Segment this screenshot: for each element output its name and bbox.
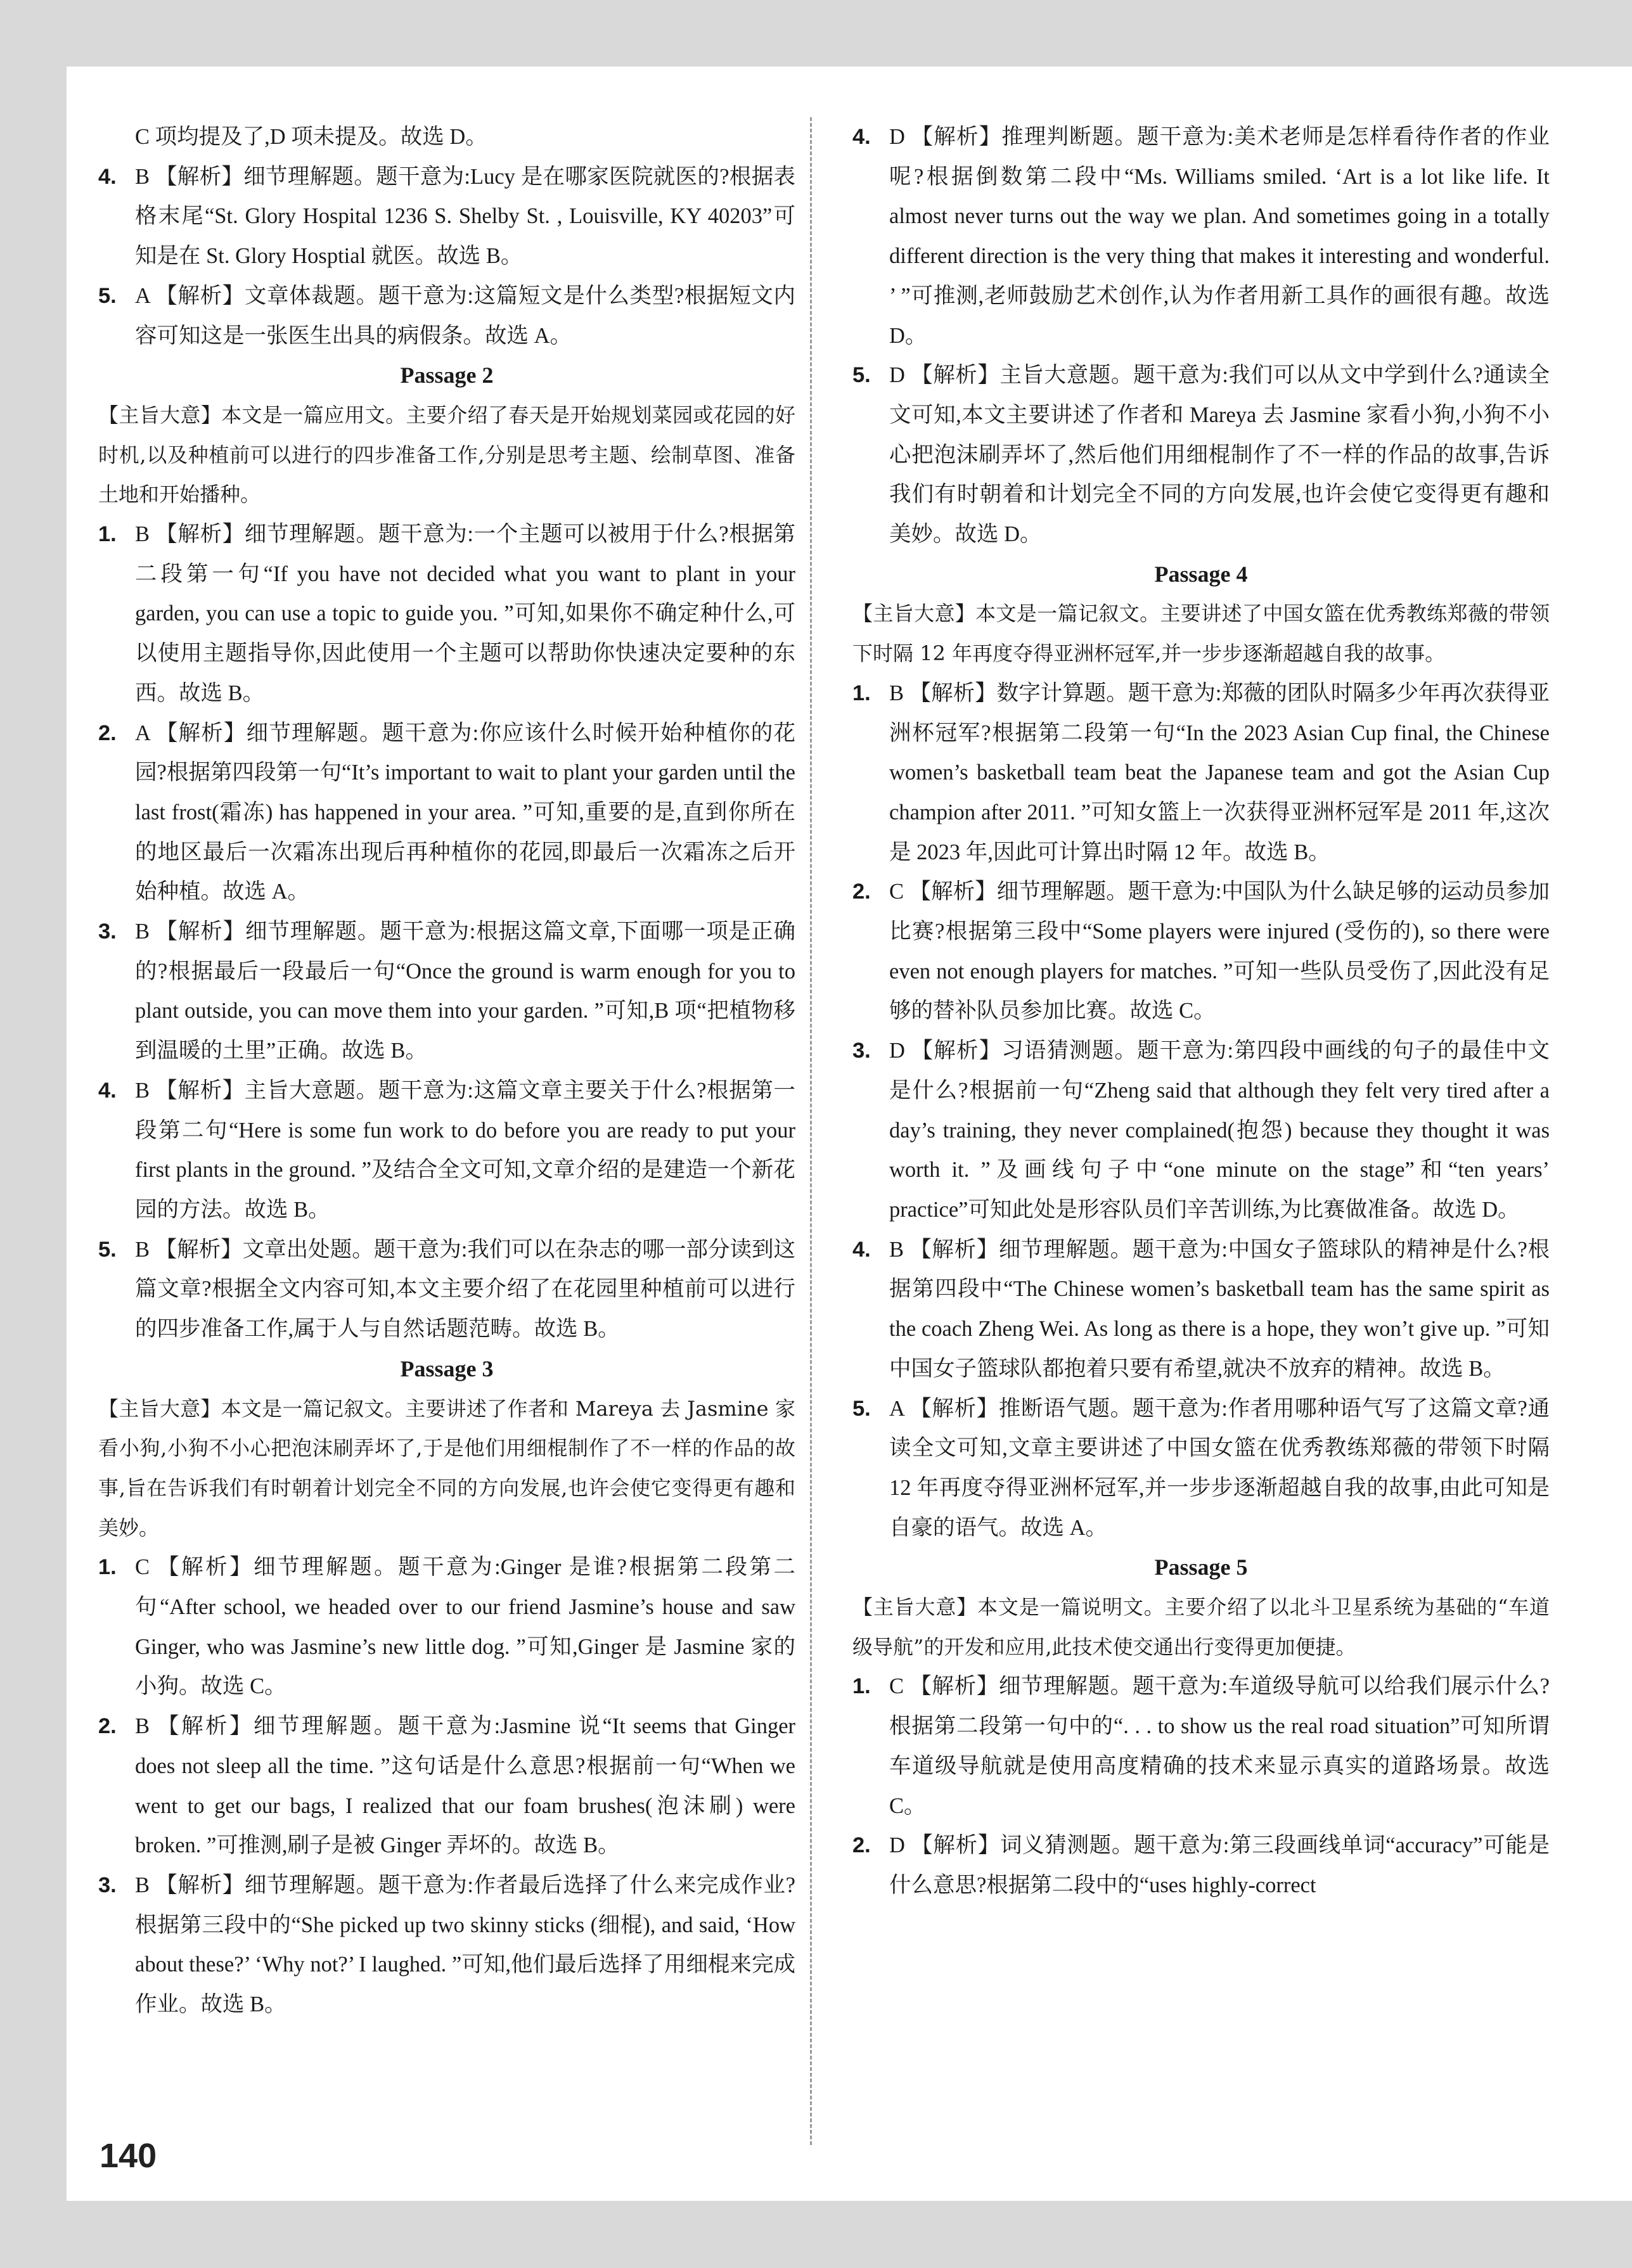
page-number: 140	[100, 2137, 157, 2175]
answer-item	[98, 157, 795, 276]
item-text: B 【解析】细节理解题。题干意为:一个主题可以被用于什么?根据第二段第一句“If you have not decided what you want to plant in your garden, you can use a topic to guide you. ”可知,如果你不确定种什么,可以使用主题指导你,因此使用一个主题可以帮助你快速决定要种的东西。故选 B。	[135, 522, 795, 705]
answer-item	[852, 1031, 1550, 1230]
item-number: 3.	[98, 1873, 117, 1897]
passage-heading: Passage 2	[400, 362, 494, 388]
answer-item	[852, 1826, 1550, 1905]
item-number: 1.	[98, 522, 117, 547]
passage-summary: 【主旨大意】本文是一篇应用文。主要介绍了春天是开始规划菜园或花园的好时机,以及种植前可以进行的四步准备工作,分别是思考主题、绘制草图、准备土地和开始播种。	[98, 402, 795, 507]
answer-item	[852, 1230, 1550, 1389]
answer-item	[98, 1866, 795, 2025]
item-text: B 【解析】细节理解题。题干意为:Jasmine 说“It seems that Ginger does not sleep all the time. ”这句话是什么意思?根据前一句“When we went to get our bags, I realized that our foam brushes(泡沫刷) were broken. ”可推测,刷子是被 Ginger 弄坏的。故选 B。	[135, 1714, 795, 1858]
item-number: 1.	[98, 1555, 117, 1580]
passage-heading: Passage 4	[1154, 561, 1248, 587]
answer-item	[852, 1389, 1550, 1548]
item-number: 1.	[852, 681, 871, 705]
item-text: B 【解析】细节理解题。题干意为:中国女子篮球队的精神是什么?根据第四段中“The Chinese women’s basketball team has the same spirit as the coach Zheng Wei. As long as there is a hope, they won’t give up. ”可知中国女子篮球队都抱着只要有希望,就决不放弃的精神。故选 B。	[889, 1237, 1550, 1381]
item-text: D 【解析】词义猜测题。题干意为:第三段画线单词“accuracy”可能是什么意思?根据第二段中的“uses highly-correct	[889, 1833, 1550, 1897]
item-number: 2.	[98, 721, 117, 745]
item-number: 1.	[852, 1674, 871, 1699]
continued-text: C 项均提及了,D 项未提及。故选 D。	[135, 125, 487, 149]
item-text: B 【解析】细节理解题。题干意为:根据这篇文章,下面哪一项是正确的?根据最后一段最后一句“Once the ground is warm enough for you to plant outside, you can move them into your garden. ”可知,B 项“把植物移到温暖的土里”正确。故选 B。	[135, 919, 795, 1063]
right-column	[852, 117, 1550, 1906]
item-number: 4.	[852, 125, 871, 149]
answer-item	[98, 912, 795, 1071]
answer-item	[98, 714, 795, 913]
answer-item	[98, 1071, 795, 1230]
answer-item	[98, 515, 795, 714]
item-number: 2.	[98, 1714, 117, 1739]
item-text: C 【解析】细节理解题。题干意为:车道级导航可以给我们展示什么?根据第二段第一句中的“. . . to show us the real road situation”可知所谓车道级导航就是使用高度精确的技术来显示真实的道路场景。故选 C。	[889, 1674, 1550, 1818]
passage-heading: Passage 3	[400, 1355, 494, 1381]
item-text: C 【解析】细节理解题。题干意为:中国队为什么缺足够的运动员参加比赛?根据第三段中“Some players were injured (受伤的), so there were even not enough players for matches. ”可知一些队员受伤了,因此没有足够的替补队员参加比赛。故选 C。	[889, 880, 1550, 1023]
answer-item	[852, 674, 1550, 873]
item-text: B 【解析】文章出处题。题干意为:我们可以在杂志的哪一部分读到这篇文章?根据全文内容可知,本文主要介绍了在花园里种植前可以进行的四步准备工作,属于人与自然话题范畴。故选 B。	[135, 1237, 795, 1342]
answer-item	[852, 356, 1550, 554]
item-number: 5.	[98, 1237, 117, 1262]
answer-item	[98, 276, 795, 356]
item-text: C 【解析】细节理解题。题干意为:Ginger 是谁?根据第二段第二句“After school, we headed over to our friend Jasmine’s house and saw Ginger, who was Jasmine’s new little dog. ”可知,Ginger 是 Jasmine 家的小狗。故选 C。	[135, 1555, 795, 1699]
item-text: A 【解析】细节理解题。题干意为:你应该什么时候开始种植你的花园?根据第四段第一句“It’s important to wait to plant your garden until the last frost(霜冻) has happened in your area. ”可知,重要的是,直到你所在的地区最后一次霜冻出现后再种植你的花园,即最后一次霜冻之后开始种植。故选 A。	[135, 721, 795, 904]
answer-item	[852, 117, 1550, 356]
item-text: D 【解析】主旨大意题。题干意为:我们可以从文中学到什么?通读全文可知,本文主要讲述了作者和 Mareya 去 Jasmine 家看小狗,小狗不小心把泡沫刷弄坏了,然后他们用细棍制作了不一样的作品的故事,告诉我们有时朝着和计划完全不同的方向发展,也许会使它变得更有趣和美妙。故选 D。	[889, 363, 1550, 547]
item-number: 4.	[852, 1237, 871, 1262]
item-number: 3.	[852, 1039, 871, 1063]
item-text: B 【解析】主旨大意题。题干意为:这篇文章主要关于什么?根据第一段第二句“Here is some fun work to do before you are ready to put your first plants in the ground. ”及结合全文可知,文章介绍的是建造一个新花园的方法。故选 B。	[135, 1078, 795, 1222]
item-text: D 【解析】推理判断题。题干意为:美术老师是怎样看待作者的作业呢?根据倒数第二段中“Ms. Williams smiled. ‘Art is a lot like life. It almost never turns out the way we plan. And sometimes going in a totally different direction is the very thing that makes it interesting and wonderful. ’ ”可推测,老师鼓励艺术创作,认为作者用新工具作的画很有趣。故选 D。	[889, 125, 1550, 348]
item-number: 4.	[98, 164, 117, 189]
answer-item	[98, 1230, 795, 1349]
item-number: 5.	[852, 1396, 871, 1421]
column-divider	[810, 117, 812, 2145]
item-text: A 【解析】文章体裁题。题干意为:这篇短文是什么类型?根据短文内容可知这是一张医生出具的病假条。故选 A。	[135, 283, 795, 348]
item-number: 2.	[852, 880, 871, 904]
item-text: B 【解析】数字计算题。题干意为:郑薇的团队时隔多少年再次获得亚洲杯冠军?根据第二段第一句“In the 2023 Asian Cup final, the Chinese women’s basketball team beat the Japanese team and got the Asian Cup champion after 2011. ”可知女篮上一次获得亚洲杯冠军是 2011 年,这次是 2023 年,因此可计算出时隔 12 年。故选 B。	[889, 681, 1550, 864]
passage-summary: 【主旨大意】本文是一篇记叙文。主要讲述了作者和 Mareya 去 Jasmine 家看小狗,小狗不小心把泡沫刷弄坏了,于是他们用细棍制作了不一样的作品的故事,旨在告诉我们有时朝着计划完全不同的方向发展,也许会使它变得更有趣和美妙。	[98, 1396, 795, 1540]
answer-item	[98, 1547, 795, 1707]
item-number: 4.	[98, 1078, 117, 1103]
left-column	[98, 117, 795, 2025]
item-text: D 【解析】习语猜测题。题干意为:第四段中画线的句子的最佳中文是什么?根据前一句“Zheng said that although they felt very tired after a day’s training, they never complained(抱怨) because they thought it was worth it. ”及画线句子中“one minute on the stage”和“ten years’ practice”可知此处是形容队员们辛苦训练,为比赛做准备。故选 D。	[889, 1039, 1550, 1222]
item-number: 5.	[852, 363, 871, 388]
item-number: 2.	[852, 1833, 871, 1858]
item-text: A 【解析】推断语气题。题干意为:作者用哪种语气写了这篇文章?通读全文可知,文章主要讲述了中国女篮在优秀教练郑薇的带领下时隔 12 年再度夺得亚洲杯冠军,并一步步逐渐超越自我的故事,由此可知是自豪的语气。故选 A。	[889, 1396, 1550, 1540]
passage-summary: 【主旨大意】本文是一篇说明文。主要介绍了以北斗卫星系统为基础的“车道级导航”的开发和应用,此技术使交通出行变得更加便捷。	[852, 1595, 1550, 1659]
answer-page	[67, 67, 1632, 2201]
item-number: 5.	[98, 283, 117, 308]
item-number: 3.	[98, 919, 117, 944]
item-text: B 【解析】细节理解题。题干意为:作者最后选择了什么来完成作业?根据第三段中的“She picked up two skinny sticks (细棍), and said, ‘How about these?’ ‘Why not?’ I laughed. ”可知,他们最后选择了用细棍来完成作业。故选 B。	[135, 1873, 795, 2017]
answer-item	[852, 872, 1550, 1031]
passage-summary: 【主旨大意】本文是一篇记叙文。主要讲述了中国女篮在优秀教练郑薇的带领下时隔 12 年再度夺得亚洲杯冠军,并一步步逐渐超越自我的故事。	[852, 601, 1550, 666]
answer-item	[98, 1707, 795, 1866]
answer-item	[852, 1667, 1550, 1826]
passage-heading: Passage 5	[1154, 1554, 1248, 1580]
item-text: B 【解析】细节理解题。题干意为:Lucy 是在哪家医院就医的?根据表格末尾“St. Glory Hospital 1236 S. Shelby St. , Louisville, KY 40203”可知是在 St. Glory Hosptial 就医。故选 B。	[135, 164, 795, 269]
